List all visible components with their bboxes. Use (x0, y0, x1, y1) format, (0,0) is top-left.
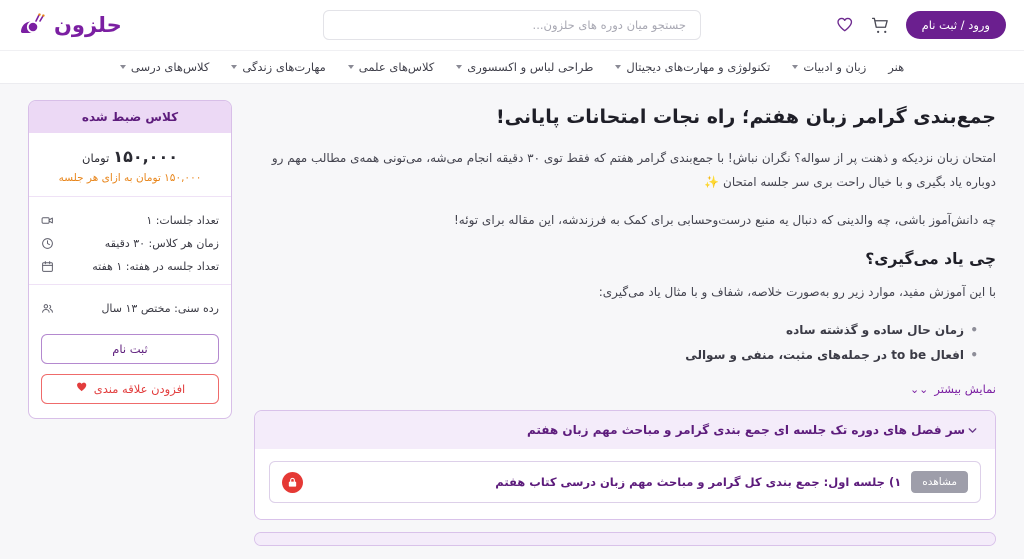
logo-text: حلزون (54, 13, 122, 37)
site-logo[interactable] (18, 12, 122, 38)
learning-points-list (254, 318, 996, 368)
price-main (39, 147, 221, 166)
users-icon (41, 302, 54, 315)
show-more-label: نمایش بیشتر (934, 382, 996, 397)
curriculum-accordion-next[interactable] (254, 532, 996, 546)
show-more-button[interactable] (910, 382, 996, 396)
meta-row-age (41, 297, 219, 320)
card-actions (29, 334, 231, 418)
shopping-cart-icon[interactable] (870, 14, 892, 36)
price-unit: تومان (82, 151, 110, 165)
nav-label: هنر (888, 60, 905, 74)
chevron-double-down-icon: ⌄⌄ (909, 382, 929, 396)
accordion-body (255, 449, 995, 519)
course-meta-list (29, 197, 231, 285)
intro-paragraph-2: چه دانش‌آموز باشی، چه والدینی که دنبال یه منبع درست‌وحسابی برای کمک به فرزندشه، این مقاله برای توئه! (453, 213, 996, 227)
page-title: جمع‌بندی گرامر زبان هفتم؛ راه نجات امتحانات پایانی! (496, 106, 996, 128)
favorite-label: افزودن علاقه مندی (93, 382, 186, 396)
lock-icon (282, 472, 303, 493)
meta-label: رده سنی: مختص ۱۳ سال (101, 302, 219, 315)
calendar-icon (41, 260, 54, 273)
nav-item-3[interactable] (456, 60, 593, 74)
nav-label: طراحی لباس و اکسسوری (467, 60, 594, 74)
top-bar-left-group (834, 11, 1006, 39)
search-container (323, 10, 701, 40)
heart-filled-icon (75, 381, 88, 397)
nav-item-1[interactable] (792, 60, 866, 74)
meta-label: تعداد جلسات: ۱ (146, 214, 219, 227)
nav-item-2[interactable] (615, 60, 770, 74)
accordion-header-next[interactable] (255, 533, 995, 545)
lesson-title: ۱) جلسه اول: جمع بندی کل گرامر و مباحث مهم زبان درسی کتاب هفتم (495, 475, 902, 490)
login-register-button[interactable]: ورود / ثبت نام (906, 11, 1006, 39)
meta-row-sessions (41, 209, 219, 232)
course-content (254, 100, 996, 558)
course-summary-card (28, 100, 232, 419)
main-navigation (0, 50, 1024, 84)
top-bar (0, 0, 1024, 50)
meta-label: تعداد جلسه در هفته: ۱ هفته (92, 260, 219, 273)
chevron-down-icon (615, 65, 621, 69)
nav-item-6[interactable] (120, 60, 210, 74)
snail-logo-icon (18, 12, 48, 38)
chevron-down-icon (348, 65, 354, 69)
price-per-session (39, 172, 221, 184)
price-amount: ۱۵۰,۰۰۰ (113, 147, 178, 166)
chevron-down-icon (231, 65, 237, 69)
age-block (29, 285, 231, 334)
nav-item-0[interactable] (888, 60, 904, 74)
chevron-down-icon (456, 65, 462, 69)
nav-label: تکنولوژی و مهارت‌های دیجیتال (626, 60, 771, 74)
chevron-down-icon (965, 423, 979, 437)
search-box[interactable] (323, 10, 701, 40)
enroll-button[interactable]: ثبت نام (41, 334, 219, 364)
nav-label: کلاس‌های درسی (130, 60, 210, 74)
price-sub-rest: تومان به ازای هر جلسه (58, 172, 161, 184)
nav-item-4[interactable] (348, 60, 435, 74)
chevron-down-icon (120, 65, 126, 69)
accordion-title: سر فصل های دوره تک جلسه ای جمع بندی گرامر و مباحث مهم زبان هفتم (526, 423, 965, 438)
list-item[interactable] (269, 461, 981, 503)
meta-label: زمان هر کلاس: ۳۰ دقیقه (104, 237, 219, 250)
nav-label: کلاس‌های علمی (358, 60, 435, 74)
wishlist-heart-icon[interactable] (834, 14, 856, 36)
nav-label: مهارت‌های زندگی (242, 60, 326, 74)
camera-icon (41, 214, 54, 227)
meta-row-duration (41, 232, 219, 255)
search-input[interactable] (336, 17, 688, 33)
card-header-badge: کلاس ضبط شده (29, 101, 231, 133)
price-sub-amount: ۱۵۰,۰۰۰ (164, 172, 202, 184)
nav-item-5[interactable] (231, 60, 325, 74)
intro-paragraph-1: امتحان زبان نزدیکه و ذهنت پر از سواله؟ نگران نباش! با جمع‌بندی گرامر هفتم که فقط توی ۳۰ دقیقه انجام می‌شه، می‌تونی همه‌ی مطالب مهم رو دوباره یاد بگیری و با خیال راحت بری سر جلسه امتحان ✨ (271, 151, 996, 189)
page-body (0, 84, 1024, 558)
nav-label: زبان و ادبیات (803, 60, 867, 74)
chevron-down-icon (792, 65, 798, 69)
watch-button[interactable]: مشاهده (911, 471, 968, 493)
clock-icon (41, 237, 54, 250)
price-block (29, 133, 231, 197)
curriculum-accordion (254, 410, 996, 520)
list-item: • افعال to be در جمله‌های مثبت، منفی و سوالی (254, 343, 978, 368)
list-item: • زمان حال ساده و گذشته ساده (254, 318, 978, 343)
add-favorite-button[interactable] (41, 374, 219, 404)
accordion-header[interactable] (255, 411, 995, 449)
section-heading: چی یاد می‌گیری؟ (865, 250, 996, 268)
section-intro: با این آموزش مفید، موارد زیر رو به‌صورت خلاصه، شفاف و با مثال یاد می‌گیری: (598, 285, 996, 299)
meta-row-weekly (41, 255, 219, 278)
